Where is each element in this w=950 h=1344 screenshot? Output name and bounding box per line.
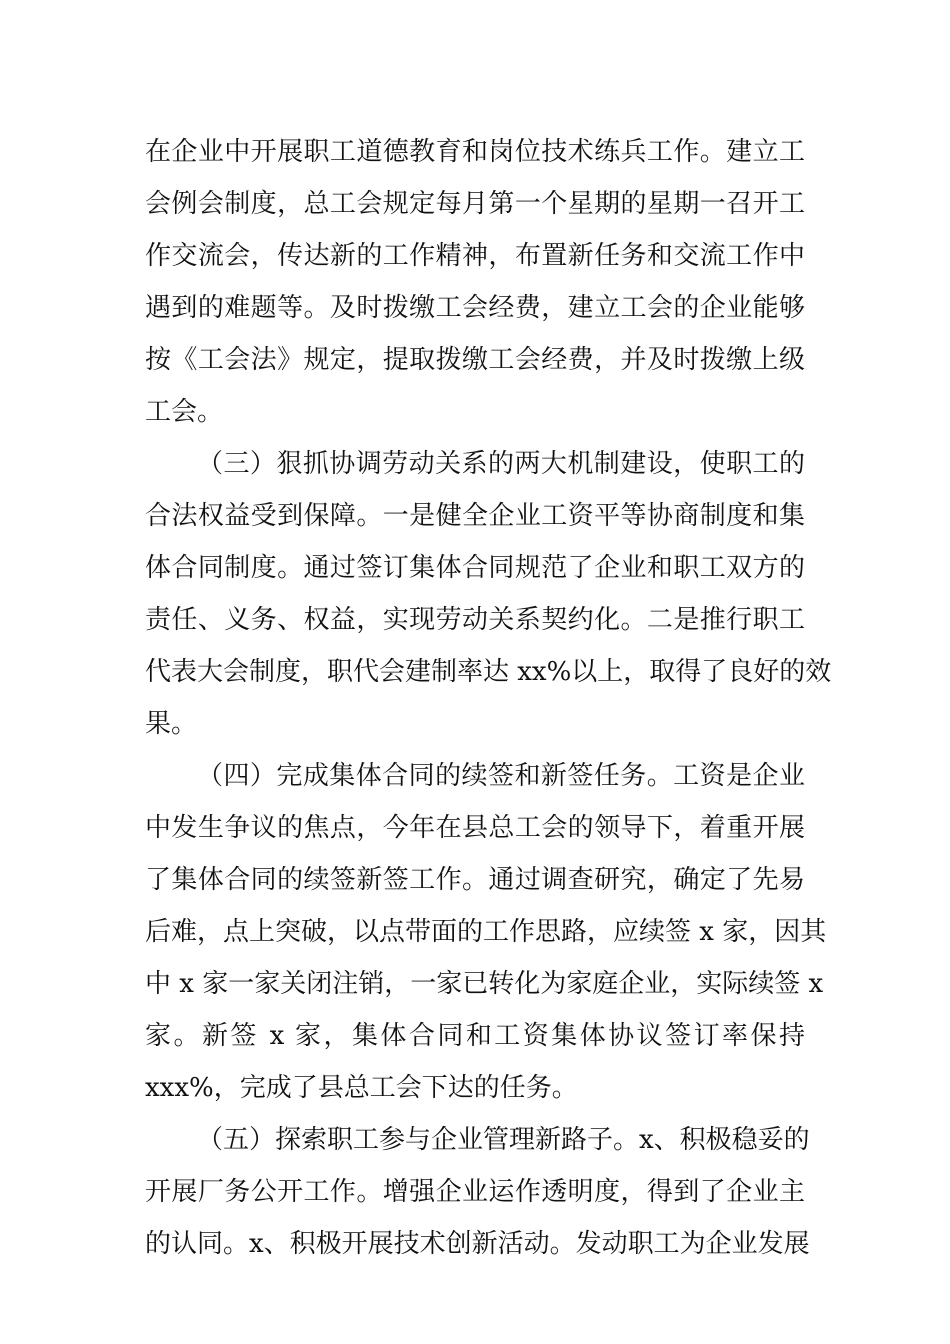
- paragraph-heading-3: （三）狠抓协调劳动关系的两大机制建设，使职工的: [197, 449, 805, 479]
- text-line: 作交流会，传达新的工作精神，布置新任务和交流工作中: [145, 241, 805, 271]
- paragraph-heading-4: （四）完成集体合同的续签和新签任务。工资是企业: [197, 761, 805, 791]
- text-line: 在企业中开展职工道德教育和岗位技术练兵工作。建立工: [145, 137, 805, 167]
- paragraph-heading-5: （五）探索职工参与企业管理新路子。x、积极稳妥的: [197, 1125, 810, 1155]
- text-line: 责任、义务、权益，实现劳动关系契约化。二是推行职工: [145, 605, 805, 635]
- text-line: 会例会制度，总工会规定每月第一个星期的星期一召开工: [145, 189, 805, 219]
- text-line: 开展厂务公开工作。增强企业运作透明度，得到了企业主: [145, 1177, 805, 1207]
- text-line: 中 x 家一家关闭注销，一家已转化为家庭企业，实际续签 x: [145, 969, 824, 999]
- text-line: 果。: [145, 709, 198, 739]
- text-line: 按《工会法》规定，提取拨缴工会经费，并及时拨缴上级: [145, 345, 805, 375]
- text-line: 家。新签 x 家，集体合同和工资集体协议签订率保持: [145, 1021, 805, 1051]
- text-line: 合法权益受到保障。一是健全企业工资平等协商制度和集: [145, 501, 805, 531]
- text-line: xxx%，完成了县总工会下达的任务。: [145, 1073, 578, 1103]
- text-line: 体合同制度。通过签订集体合同规范了企业和职工双方的: [145, 553, 805, 583]
- text-line: 后难，点上突破，以点带面的工作思路，应续签 x 家，因其: [145, 917, 827, 947]
- text-line: 遇到的难题等。及时拨缴工会经费，建立工会的企业能够: [145, 293, 805, 323]
- text-line: 代表大会制度，职代会建制率达 xx%以上，取得了良好的效: [145, 657, 832, 687]
- text-line: 工会。: [145, 397, 224, 427]
- text-line: 的认同。x、积极开展技术创新活动。发动职工为企业发展: [145, 1229, 810, 1259]
- text-line: 了集体合同的续签新签工作。通过调查研究，确定了先易: [145, 865, 805, 895]
- text-line: 中发生争议的焦点，今年在县总工会的领导下，着重开展: [145, 813, 805, 843]
